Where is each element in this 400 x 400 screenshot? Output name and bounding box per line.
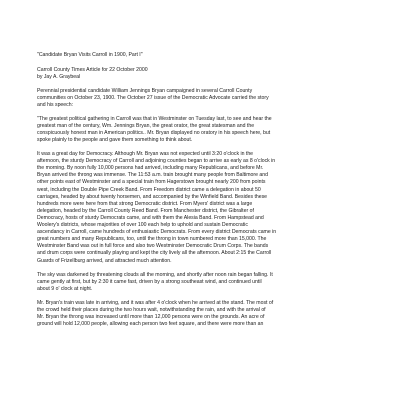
article-paragraph [37,300,371,328]
paragraph-line: greatest man of the century, Wm. Jennings Bryan, the great orator, the great statesman and the [37,122,255,129]
paragraph-line: Mr. Bryan the throng was increased until more than 12,000 persons were on the grounds. An acre of [37,313,265,320]
paragraph-line: spoke plainly to the people and gave them something to think about. [37,137,193,144]
paragraph-line: Bryan arrived the throng was immense. The 11:53 a.m. train brought many people from Baltimore and [37,172,268,179]
article-byline: by Jay A. Graybeal [37,73,81,80]
paragraph-line: and his speech: [37,101,74,108]
paragraph-line: hundreds more were here from that strong Democratic district. From Myers' district was a large [37,200,253,207]
paragraph-line: came gently at first, but by 2:30 it came fast, driven by a strong southeast wind, and continued until [37,278,262,285]
paragraph-line: carriages, headed by about twenty horsemen, and accompanied by the Winfield Band. Besides these [37,193,268,200]
paragraph-line: ascendancy in Carroll, came hundreds of enthusiastic Democrats. From every district Democrats came in [37,229,277,236]
article-paragraph [37,116,371,144]
paragraph-line: other points east of Westminster and a special train from Hagerstown brought nearly 200 from points [37,179,266,186]
paragraph-line: Perennial presidential candidate William Jennings Bryan campaigned in several Carroll County [37,87,253,94]
paragraph-line: Mr. Bryan's train was late in arriving, and it was after 4 o'clock when he arrived at the stand. The most of [37,299,274,306]
paragraph-line: afternoon, the sturdy Democracy of Carroll and adjoining counties began to arrive as early as 8 o'clock in [37,158,276,165]
paragraph-line: conspicuously honest man in American politics.. Mr. Bryan displayed no oratory in his speech here, but [37,130,271,137]
article-body [37,52,371,335]
article-meta [37,67,371,81]
article-source-line: Carroll County Times Article for 22 October 2000 [37,66,148,73]
article-paragraphs [37,88,371,328]
paragraph-line: and drum corps were continually playing and kept the city lively all the afternoon. About 2:15 the Carroll [37,250,272,257]
paragraph-line: communities on October 23, 1900. The October 27 issue of the Democratic Advocate carried the story [37,94,269,101]
paragraph-line: delegation, headed by the Carroll County Reed Band. From Manchester district, the Gibralter of [37,207,254,214]
article-paragraph [37,272,371,293]
paragraph-line: Democracy, hosts of sturdy Democrats came, and with them the Alesia Band. From Hampstead and [37,214,264,221]
paragraph-line: Westminster Band was out in full force and also two Westminster Democratic Drum Corps. The bands [37,243,269,250]
paragraph-line: about 9 o' clock at night. [37,285,93,292]
paragraph-line: "The greatest political gathering in Carroll was that in Westminster on Tuesday last, to see and hear the [37,115,272,122]
paragraph-line: great numbers and many Republicans, too, until the throng in town numbered more than 15,000. The [37,236,267,243]
article-paragraph [37,151,371,265]
article-title: "Candidate Bryan Visits Carroll in 1900, Part I" [37,52,143,58]
paragraph-line: ground will hold 12,000 people, allowing each person two feet square, and there were more than an [37,320,264,327]
paragraph-line: the morning. By noon fully 10,000 persons had arrived, including many Republicans, and before Mr. [37,165,264,172]
article-paragraph [37,88,371,109]
paragraph-line: The sky was darkened by threatening clouds all the morning, and shortly after noon rain began falling. It [37,271,273,278]
paragraph-line: the crowd held their places during the two hours wait, notwithstanding the rain, and with the arrival of [37,306,266,313]
paragraph-line: west, including the Double Pipe Creek Band. From Freedom district came a delegation in about 50 [37,186,261,193]
paragraph-line: Woolery's districts, whose majorities of over 100 each help to uphold and sustain Democratic [37,222,248,229]
paragraph-line: It was a great day for Democracy. Although Mr. Bryan was not expected until 3:20 o'clock in the [37,151,254,158]
paragraph-line: Guards of Frizellburg arrived, and attracted much attention. [37,257,172,264]
